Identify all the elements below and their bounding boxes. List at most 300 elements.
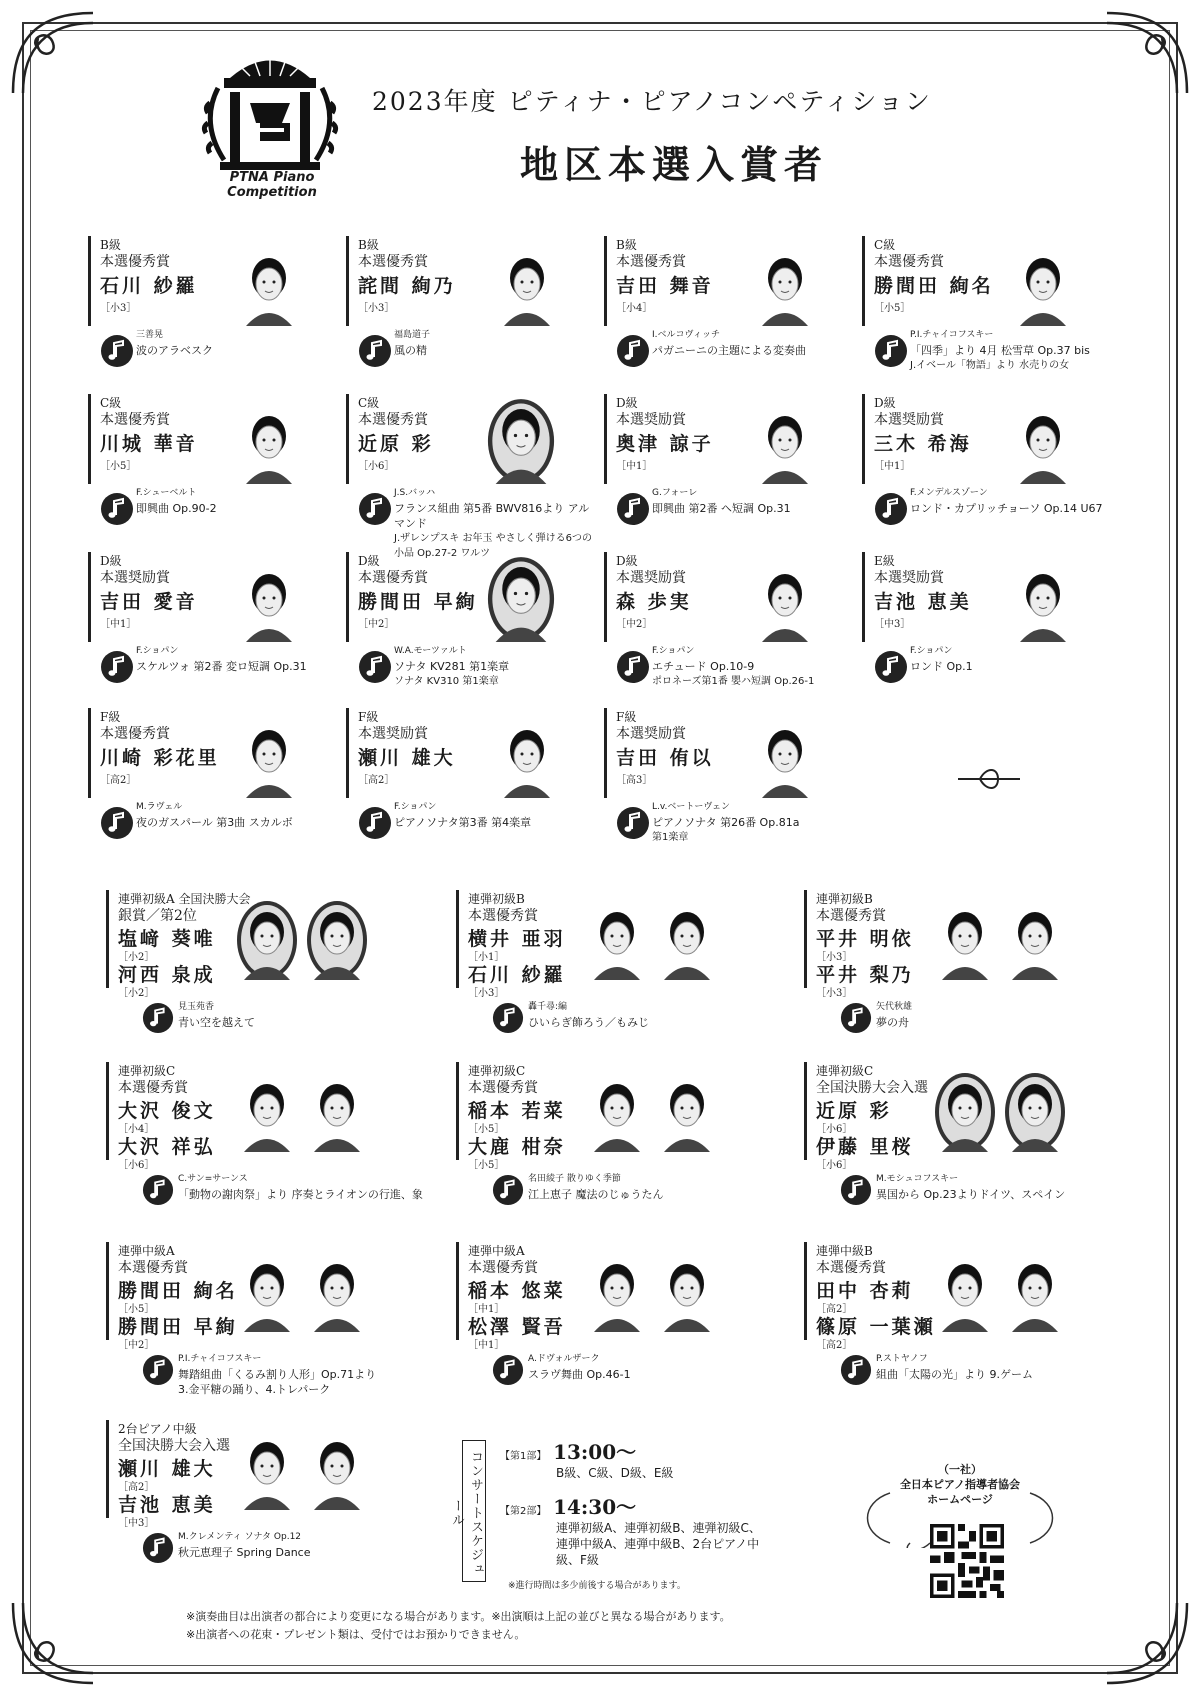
concert-schedule	[500, 1432, 830, 1591]
portrait-photo	[656, 900, 718, 980]
ornament-icon	[956, 768, 1022, 790]
card-bar	[804, 1062, 807, 1160]
winner-card	[346, 708, 586, 848]
piece-title: 即興曲 Op.90-2	[136, 502, 217, 515]
grade-label: ［高2］	[100, 775, 137, 786]
composer-label: I.ベルコヴィッチ	[652, 330, 720, 340]
portrait-photo	[306, 1252, 368, 1332]
winner-card	[862, 552, 1102, 692]
composer-label: P.I.チャイコフスキー	[178, 1354, 262, 1364]
piece-title-extra: 第1楽章	[652, 832, 689, 843]
music-note-icon	[100, 334, 134, 368]
duet-card	[804, 1062, 1134, 1212]
music-info	[178, 1530, 448, 1560]
portrait-photo	[754, 406, 816, 484]
music-note-icon	[358, 334, 392, 368]
card-bar	[804, 890, 807, 988]
winner-name: 奥津 諒子	[616, 433, 714, 455]
class-label: B級	[358, 238, 379, 252]
portrait-photo	[236, 1430, 298, 1510]
card-bar	[604, 552, 607, 642]
grade-label: ［小5］	[468, 1124, 505, 1135]
grade-label: ［小6］	[358, 461, 395, 472]
composer-label: A.ドヴォルザーク	[528, 1354, 600, 1364]
winner-name: 吉池 恵美	[118, 1494, 216, 1516]
composer-label: F.シューベルト	[136, 488, 197, 498]
portrait-photo	[586, 1072, 648, 1152]
winner-name: 稲本 若菜	[468, 1100, 566, 1122]
piece-title: 秋元恵理子 Spring Dance	[178, 1546, 311, 1559]
footer-line: ※出演者への花束・プレゼント類は、受付ではお預かりできません。	[186, 1628, 526, 1641]
grade-label: ［小3］	[100, 303, 137, 314]
duet-card	[456, 890, 786, 1040]
card-bar	[862, 552, 865, 642]
piece-title: エチュード Op.10-9	[652, 660, 755, 673]
card-bar	[88, 552, 91, 642]
composer-label: W.A.モーツァルト	[394, 646, 467, 656]
corner-flourish-icon	[8, 8, 98, 98]
winner-name: 稲本 悠菜	[468, 1280, 566, 1302]
portrait-photo	[934, 900, 996, 980]
winner-card	[604, 236, 844, 376]
portrait-photo	[238, 406, 300, 484]
schedule-label: コンサートスケジュール	[462, 1440, 486, 1582]
portrait-photo	[1012, 248, 1074, 326]
winner-name: 吉池 恵美	[874, 591, 972, 613]
portrait-photo	[486, 556, 556, 642]
grade-label: ［中2］	[616, 619, 653, 630]
winner-card	[88, 236, 328, 376]
part-label: 【第2部】	[500, 1506, 547, 1517]
winner-name: 勝間田 絢名	[118, 1280, 238, 1302]
winner-name: 大沢 俊文	[118, 1100, 216, 1122]
winner-name: 篠原 一葉瀬	[816, 1316, 936, 1338]
piece-title: 異国から Op.23よりドイツ、スペイン	[876, 1188, 1066, 1201]
piece-title-extra: ソナタ KV310 第1楽章	[394, 676, 499, 687]
music-info	[136, 328, 336, 358]
grade-label: ［中1］	[874, 461, 911, 472]
composer-label: P.ストヤノフ	[876, 1354, 928, 1364]
piece-title: 組曲「太陽の光」より 9.ゲーム	[876, 1368, 1033, 1381]
logo-caption: PTNA Piano Competition	[227, 170, 317, 200]
grade-label: ［高2］	[118, 1482, 155, 1493]
music-note-icon	[492, 1002, 524, 1034]
composer-label: M.ラヴェル	[136, 802, 183, 812]
winner-name: 大沢 祥弘	[118, 1136, 216, 1158]
portrait-photo	[236, 1072, 298, 1152]
music-note-icon	[100, 650, 134, 684]
piece-title: 即興曲 第2番 ヘ短調 Op.31	[652, 502, 791, 515]
class-label: 連弾中級A	[468, 1244, 525, 1258]
portrait-photo	[754, 248, 816, 326]
award-label: 本選奨励賞	[616, 726, 686, 742]
winner-card	[604, 708, 844, 848]
composer-label: F.メンデルスゾーン	[910, 488, 988, 498]
class-label: 連弾初級A 全国決勝大会	[118, 892, 251, 906]
grade-label: ［小6］	[816, 1160, 853, 1171]
class-label: B級	[100, 238, 121, 252]
award-label: 本選優秀賞	[816, 908, 886, 924]
award-label: 本選優秀賞	[118, 1080, 188, 1096]
music-info	[136, 486, 336, 516]
portrait-photo	[306, 1072, 368, 1152]
award-label: 本選優秀賞	[358, 412, 428, 428]
music-note-icon	[874, 334, 908, 368]
grade-label: ［高2］	[358, 775, 395, 786]
music-note-icon	[142, 1532, 174, 1564]
award-label: 本選優秀賞	[100, 412, 170, 428]
portrait-photo	[1004, 1252, 1066, 1332]
music-note-icon	[874, 650, 908, 684]
music-note-icon	[358, 806, 392, 840]
winner-name: 森 歩実	[616, 591, 692, 613]
composer-label: 見玉苑香	[178, 1002, 215, 1012]
schedule-note: ※進行時間は多少前後する場合があります。	[508, 1581, 686, 1591]
winner-name: 横井 亜羽	[468, 928, 566, 950]
card-bar	[456, 1062, 459, 1160]
card-bar	[106, 1242, 109, 1340]
winner-name: 瀬川 雄大	[118, 1458, 216, 1480]
piece-title: 舞踏組曲「くるみ割り人形」Op.71より	[178, 1368, 377, 1381]
association-name	[890, 1462, 1030, 1507]
grade-label: ［小6］	[816, 1124, 853, 1135]
grade-label: ［中1］	[100, 619, 137, 630]
winner-name: 勝間田 早絢	[358, 591, 478, 613]
piece-title-extra: J.イベール「物語」より 水売りの女	[910, 360, 1070, 371]
award-label: 本選奨励賞	[616, 412, 686, 428]
music-note-icon	[616, 492, 650, 526]
award-label: 本選奨励賞	[358, 726, 428, 742]
portrait-photo	[306, 1430, 368, 1510]
part-classes: B級、C級、D級、E級	[556, 1466, 674, 1480]
composer-label: C.サン=サーンス	[178, 1174, 248, 1184]
card-bar	[346, 236, 349, 326]
duet-card	[106, 890, 436, 1040]
composer-label: P.I.チャイコフスキー	[910, 330, 994, 340]
piece-title: ロンド・カプリッチョーソ Op.14 U67	[910, 502, 1103, 515]
card-bar	[346, 552, 349, 642]
grade-label: ［小3］	[816, 988, 853, 999]
corner-flourish-icon	[1102, 1598, 1192, 1688]
card-bar	[456, 890, 459, 988]
duet-card	[106, 1420, 436, 1570]
part-time: 14:30〜	[553, 1495, 637, 1519]
winner-name: 近原 彩	[358, 433, 434, 455]
music-note-icon	[840, 1174, 872, 1206]
winner-name: 塩﨑 葵唯	[118, 928, 216, 950]
composer-label: 三善晃	[136, 330, 164, 340]
piece-title: 夜のガスパール 第3曲 スカルボ	[136, 816, 293, 829]
winner-name: 石川 紗羅	[100, 275, 198, 297]
portrait-photo	[656, 1072, 718, 1152]
piece-title: 「四季」より 4月 松雪草 Op.37 bis	[910, 344, 1090, 357]
music-note-icon	[840, 1002, 872, 1034]
composer-label: 轟千尋:編	[528, 1002, 568, 1012]
music-info	[394, 328, 594, 358]
class-label: F級	[616, 710, 637, 724]
winner-card	[604, 552, 844, 692]
duet-card	[106, 1242, 436, 1396]
winner-card	[346, 394, 592, 559]
grade-label: ［小2］	[118, 988, 155, 999]
grade-label: ［中1］	[616, 461, 653, 472]
composer-label: 名田綾子 散りゆく季節	[528, 1174, 621, 1184]
music-info	[178, 1352, 448, 1397]
music-info	[910, 644, 1110, 674]
piece-title: 江上恵子 魔法のじゅうたん	[528, 1188, 664, 1201]
winner-card	[862, 394, 1102, 534]
award-label: 本選奨励賞	[874, 412, 944, 428]
portrait-photo	[586, 900, 648, 980]
piece-title: スケルツォ 第2番 変ロ短調 Op.31	[136, 660, 307, 673]
corner-flourish-icon	[1102, 8, 1192, 98]
grade-label: ［中3］	[874, 619, 911, 630]
composer-label: 福島道子	[394, 330, 431, 340]
winner-card	[88, 708, 328, 848]
music-note-icon	[616, 650, 650, 684]
winner-name: 川崎 彩花里	[100, 747, 220, 769]
piece-title-extra: 3.金平糖の踊り、4.トレパーク	[178, 1383, 331, 1396]
piece-title: フランス組曲 第5番 BWV816より アルマンド	[394, 502, 590, 530]
music-note-icon	[616, 334, 650, 368]
composer-label: F.ショパン	[652, 646, 695, 656]
class-label: D級	[874, 396, 896, 410]
winner-card	[346, 552, 586, 692]
duet-card	[456, 1062, 786, 1212]
winner-name: 吉田 舞音	[616, 275, 714, 297]
portrait-photo	[236, 900, 298, 980]
winner-name: 伊藤 里桜	[816, 1136, 914, 1158]
class-label: 連弾中級B	[816, 1244, 873, 1258]
class-label: 連弾初級B	[468, 892, 525, 906]
winner-card	[604, 394, 844, 534]
winner-name: 大鹿 柑奈	[468, 1136, 566, 1158]
portrait-photo	[238, 564, 300, 642]
piece-title: スラヴ舞曲 Op.46-1	[528, 1368, 631, 1381]
portrait-photo	[1004, 900, 1066, 980]
card-bar	[456, 1242, 459, 1340]
music-info	[528, 1172, 798, 1202]
award-label: 本選優秀賞	[468, 1080, 538, 1096]
winner-card	[346, 236, 586, 376]
class-label: F級	[358, 710, 379, 724]
award-label: 本選優秀賞	[100, 726, 170, 742]
music-info	[178, 1000, 448, 1030]
class-label: F級	[100, 710, 121, 724]
award-label: 本選優秀賞	[100, 254, 170, 270]
music-info	[910, 328, 1110, 373]
grade-label: ［中2］	[118, 1340, 155, 1351]
card-bar	[604, 394, 607, 484]
piece-title: パガニーニの主題による変奏曲	[652, 344, 806, 357]
grade-label: ［小5］	[100, 461, 137, 472]
music-info	[876, 1000, 1146, 1030]
composer-label: J.S.バッハ	[394, 488, 436, 498]
music-info	[910, 486, 1110, 516]
piece-title: ピアノソナタ 第26番 Op.81a	[652, 816, 800, 829]
music-info	[528, 1352, 798, 1382]
class-label: 連弾初級C	[468, 1064, 526, 1078]
music-note-icon	[142, 1354, 174, 1386]
music-note-icon	[358, 650, 392, 684]
winner-name: 平井 明依	[816, 928, 914, 950]
grade-label: ［中1］	[468, 1340, 505, 1351]
card-bar	[604, 708, 607, 798]
class-label: D級	[616, 554, 638, 568]
class-label: 2台ピアノ中級	[118, 1422, 197, 1436]
grade-label: ［小4］	[118, 1124, 155, 1135]
card-bar	[346, 394, 349, 484]
grade-label: ［中3］	[118, 1518, 155, 1529]
award-label: 本選優秀賞	[468, 1260, 538, 1276]
music-note-icon	[840, 1354, 872, 1386]
card-bar	[88, 708, 91, 798]
part-classes: 連弾初級A、連弾初級B、連弾初級C、連弾中級A、連弾中級B、2台ピアノ中級、F級	[556, 1521, 761, 1567]
music-note-icon	[358, 492, 392, 526]
music-info	[652, 486, 852, 516]
schedule-part-1	[500, 1436, 830, 1465]
music-note-icon	[142, 1174, 174, 1206]
card-bar	[862, 394, 865, 484]
class-label: D級	[616, 396, 638, 410]
association-block	[860, 1462, 1060, 1612]
composer-label: F.ショパン	[136, 646, 179, 656]
portrait-photo	[306, 900, 368, 980]
card-bar	[346, 708, 349, 798]
music-info	[136, 800, 336, 830]
music-info	[394, 800, 594, 830]
footer-notes	[186, 1608, 731, 1644]
music-note-icon	[616, 806, 650, 840]
award-label: 本選優秀賞	[118, 1260, 188, 1276]
award-label: 本選優秀賞	[816, 1260, 886, 1276]
page-subtitle: 2023年度 ピティナ・ピアノコンペティション	[372, 87, 932, 116]
duet-card	[106, 1062, 436, 1212]
corner-flourish-icon	[8, 1598, 98, 1688]
class-label: 連弾中級A	[118, 1244, 175, 1258]
association-line: ホームページ	[927, 1493, 993, 1506]
music-info	[652, 644, 852, 689]
piece-title: 「動物の謝肉祭」より 序奏とライオンの行進、象	[178, 1188, 423, 1201]
music-info	[876, 1172, 1146, 1202]
grade-label: ［高2］	[816, 1304, 853, 1315]
part-label: 【第1部】	[500, 1451, 547, 1462]
class-label: E級	[874, 554, 895, 568]
winner-name: 詫間 絢乃	[358, 275, 456, 297]
card-bar	[106, 1420, 109, 1518]
music-info	[876, 1352, 1146, 1382]
winner-name: 松澤 賢吾	[468, 1316, 566, 1338]
winner-card	[88, 552, 328, 692]
music-note-icon	[100, 492, 134, 526]
qr-code-icon[interactable]	[930, 1524, 1004, 1598]
award-label: 全国決勝大会入選	[816, 1080, 928, 1096]
class-label: 連弾初級C	[118, 1064, 176, 1078]
grade-label: ［高2］	[816, 1340, 853, 1351]
class-label: C級	[100, 396, 122, 410]
portrait-photo	[586, 1252, 648, 1332]
grade-label: ［小1］	[468, 952, 505, 963]
winner-name: 石川 紗羅	[468, 964, 566, 986]
winner-name: 勝間田 早絢	[118, 1316, 238, 1338]
composer-label: G.フォーレ	[652, 488, 698, 498]
piece-title: ピアノソナタ第3番 第4楽章	[394, 816, 532, 829]
music-info	[136, 644, 336, 674]
piece-title: ロンド Op.1	[910, 660, 973, 673]
winner-name: 河西 泉成	[118, 964, 216, 986]
page-title: 地区本選入賞者	[520, 142, 829, 187]
award-label: 本選優秀賞	[358, 254, 428, 270]
portrait-photo	[486, 398, 556, 484]
winner-name: 三木 希海	[874, 433, 972, 455]
duet-card	[804, 890, 1134, 1040]
card-bar	[862, 236, 865, 326]
award-label: 本選奨励賞	[100, 570, 170, 586]
portrait-photo	[496, 720, 558, 798]
class-label: 連弾初級C	[816, 1064, 874, 1078]
grade-label: ［小3］	[358, 303, 395, 314]
grade-label: ［小4］	[616, 303, 653, 314]
award-label: 本選優秀賞	[874, 254, 944, 270]
duet-card	[456, 1242, 786, 1392]
piece-title: 青い空を越えて	[178, 1016, 255, 1029]
winner-name: 平井 梨乃	[816, 964, 914, 986]
winner-name: 吉田 侑以	[616, 747, 714, 769]
award-label: 本選優秀賞	[468, 908, 538, 924]
award-label: 本選奨励賞	[874, 570, 944, 586]
schedule-part-2	[500, 1491, 830, 1520]
award-label: 全国決勝大会入選	[118, 1438, 230, 1454]
portrait-photo	[238, 720, 300, 798]
winner-name: 近原 彩	[816, 1100, 892, 1122]
award-label: 本選優秀賞	[358, 570, 428, 586]
composer-label: F.ショパン	[394, 802, 437, 812]
composer-label: 矢代秋雄	[876, 1002, 913, 1012]
piece-title-extra: J.ザレンプスキ お年玉 やさしく弾ける6つの小品 Op.27-2 ワルツ	[394, 533, 592, 559]
winner-name: 川城 華音	[100, 433, 198, 455]
piece-title: ソナタ KV281 第1楽章	[394, 660, 510, 673]
grade-label: ［小5］	[468, 1160, 505, 1171]
class-label: C級	[358, 396, 380, 410]
portrait-photo	[934, 1072, 996, 1152]
grade-label: ［小6］	[118, 1160, 155, 1171]
music-note-icon	[492, 1354, 524, 1386]
composer-label: M.モシュコフスキー	[876, 1174, 959, 1184]
portrait-photo	[656, 1252, 718, 1332]
award-label: 銀賞／第2位	[118, 908, 197, 924]
piece-title: 風の精	[394, 344, 427, 357]
grade-label: ［小3］	[468, 988, 505, 999]
award-label: 本選優秀賞	[616, 254, 686, 270]
music-note-icon	[142, 1002, 174, 1034]
piece-title-extra: ポロネーズ第1番 嬰ハ短調 Op.26-1	[652, 676, 815, 687]
piece-title: ひいらぎ飾ろう／もみじ	[528, 1016, 649, 1029]
grade-label: ［小2］	[118, 952, 155, 963]
piece-title: 夢の舟	[876, 1016, 909, 1029]
portrait-photo	[934, 1252, 996, 1332]
composer-label: M.クレメンティ ソナタ Op.12	[178, 1532, 302, 1542]
portrait-photo	[1012, 564, 1074, 642]
music-note-icon	[100, 806, 134, 840]
music-info	[178, 1172, 448, 1202]
portrait-photo	[496, 248, 558, 326]
portrait-photo	[1012, 406, 1074, 484]
portrait-photo	[238, 248, 300, 326]
association-line: （一社）	[938, 1463, 982, 1476]
card-bar	[106, 890, 109, 988]
class-label: D級	[100, 554, 122, 568]
winner-name: 勝間田 絢名	[874, 275, 994, 297]
